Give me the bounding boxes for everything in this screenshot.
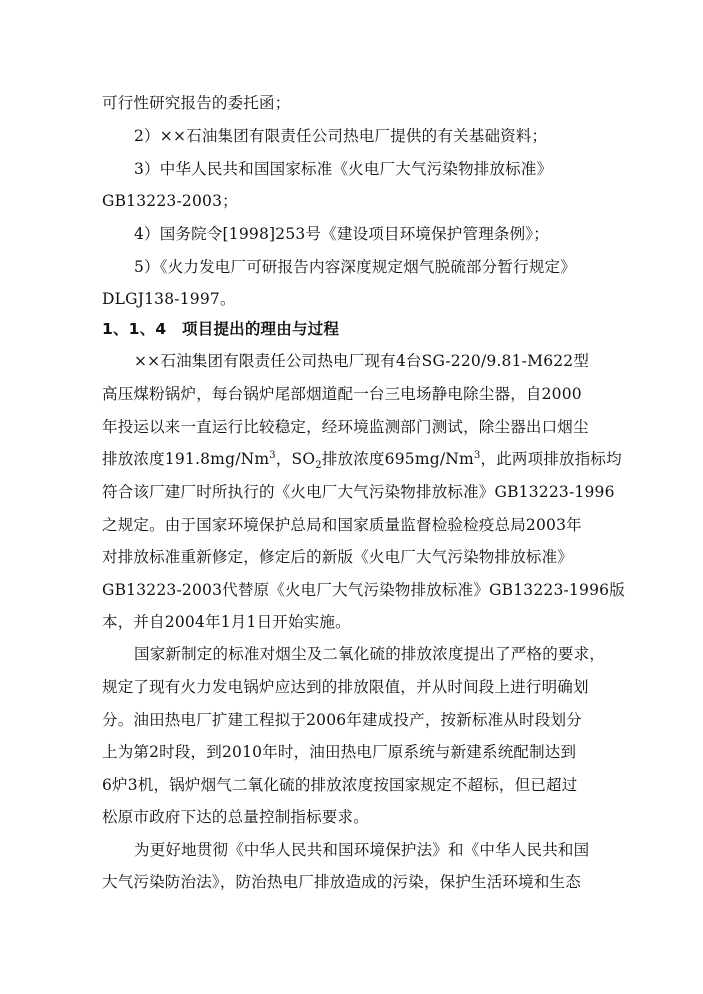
paragraph-line: 之规定。由于国家环境保护总局和国家质量监督检验检疫总局2003年 [102, 516, 582, 534]
text-fragment: 排放浓度191.8mg/Nm [102, 450, 270, 468]
text-line: GB13223-2003； [102, 192, 238, 210]
paragraph-line: 国家新制定的标准对烟尘及二氧化硫的排放浓度提出了严格的要求， [134, 645, 606, 663]
superscript: 3 [269, 449, 276, 461]
paragraph-line: 规定了现有火力发电锅炉应达到的排放限值，并从时间段上进行明确划 [102, 678, 589, 696]
paragraph-line: 高压煤粉锅炉，每台锅炉尾部烟道配一台三电场静电除尘器，自2000 [102, 385, 582, 403]
reference-item-5: 5）《火力发电厂可研报告内容深度规定烟气脱硫部分暂行规定》 [134, 258, 576, 276]
paragraph-line: 松原市政府下达的总量控制指标要求。 [102, 808, 369, 826]
text-line: DLGJ138-1997。 [102, 290, 236, 308]
reference-item-3: 3）中华人民共和国国家标准《火电厂大气污染物排放标准》 [134, 160, 553, 178]
paragraph-line-with-units [102, 446, 622, 472]
reference-item-4: 4）国务院令[1998]253号《建设项目环境保护管理条例》； [134, 225, 549, 243]
paragraph-line: 分。油田热电厂扩建工程拟于2006年建成投产，按新标准从时段划分 [102, 711, 582, 729]
paragraph-line: 为更好地贯彻《中华人民共和国环境保护法》和《中华人民共和国 [134, 841, 590, 859]
subscript: 2 [315, 460, 322, 472]
paragraph-line: 年投运以来一直运行比较稳定，经环境监测部门测试，除尘器出口烟尘 [102, 418, 589, 436]
section-heading: 1、1、4 项目提出的理由与过程 [102, 320, 340, 338]
text-fragment: ，SO [275, 450, 316, 468]
paragraph-line: 符合该厂建厂时所执行的《火电厂大气污染物排放标准》GB13223-1996 [102, 483, 615, 501]
text-fragment: 排放浓度695mg/Nm [321, 450, 474, 468]
paragraph-line: 6炉3机，锅炉烟气二氧化硫的排放浓度按国家规定不超标，但已超过 [102, 776, 578, 794]
paragraph-line: 本，并自2004年1月1日开始实施。 [102, 613, 351, 631]
superscript: 3 [473, 449, 481, 461]
paragraph-line: 大气污染防治法》，防治热电厂排放造成的污染，保护生活环境和生态 [102, 873, 581, 891]
paragraph-line: 上为第2时段，到2010年时，油田热电厂原系统与新建系统配制达到 [102, 743, 577, 761]
paragraph-line: ××石油集团有限责任公司热电厂现有4台SG-220/9.81-M622型 [134, 352, 590, 370]
reference-item-2: 2）××石油集团有限责任公司热电厂提供的有关基础资料； [134, 127, 548, 145]
paragraph-line: 对排放标准重新修定，修定后的新版《火电厂大气污染物排放标准》 [102, 548, 574, 566]
paragraph-line: GB13223-2003代替原《火电厂大气污染物排放标准》GB13223-1996版 [102, 581, 625, 599]
text-fragment: ，此两项排放指标均 [480, 450, 622, 468]
text-line: 可行性研究报告的委托函； [102, 94, 291, 112]
